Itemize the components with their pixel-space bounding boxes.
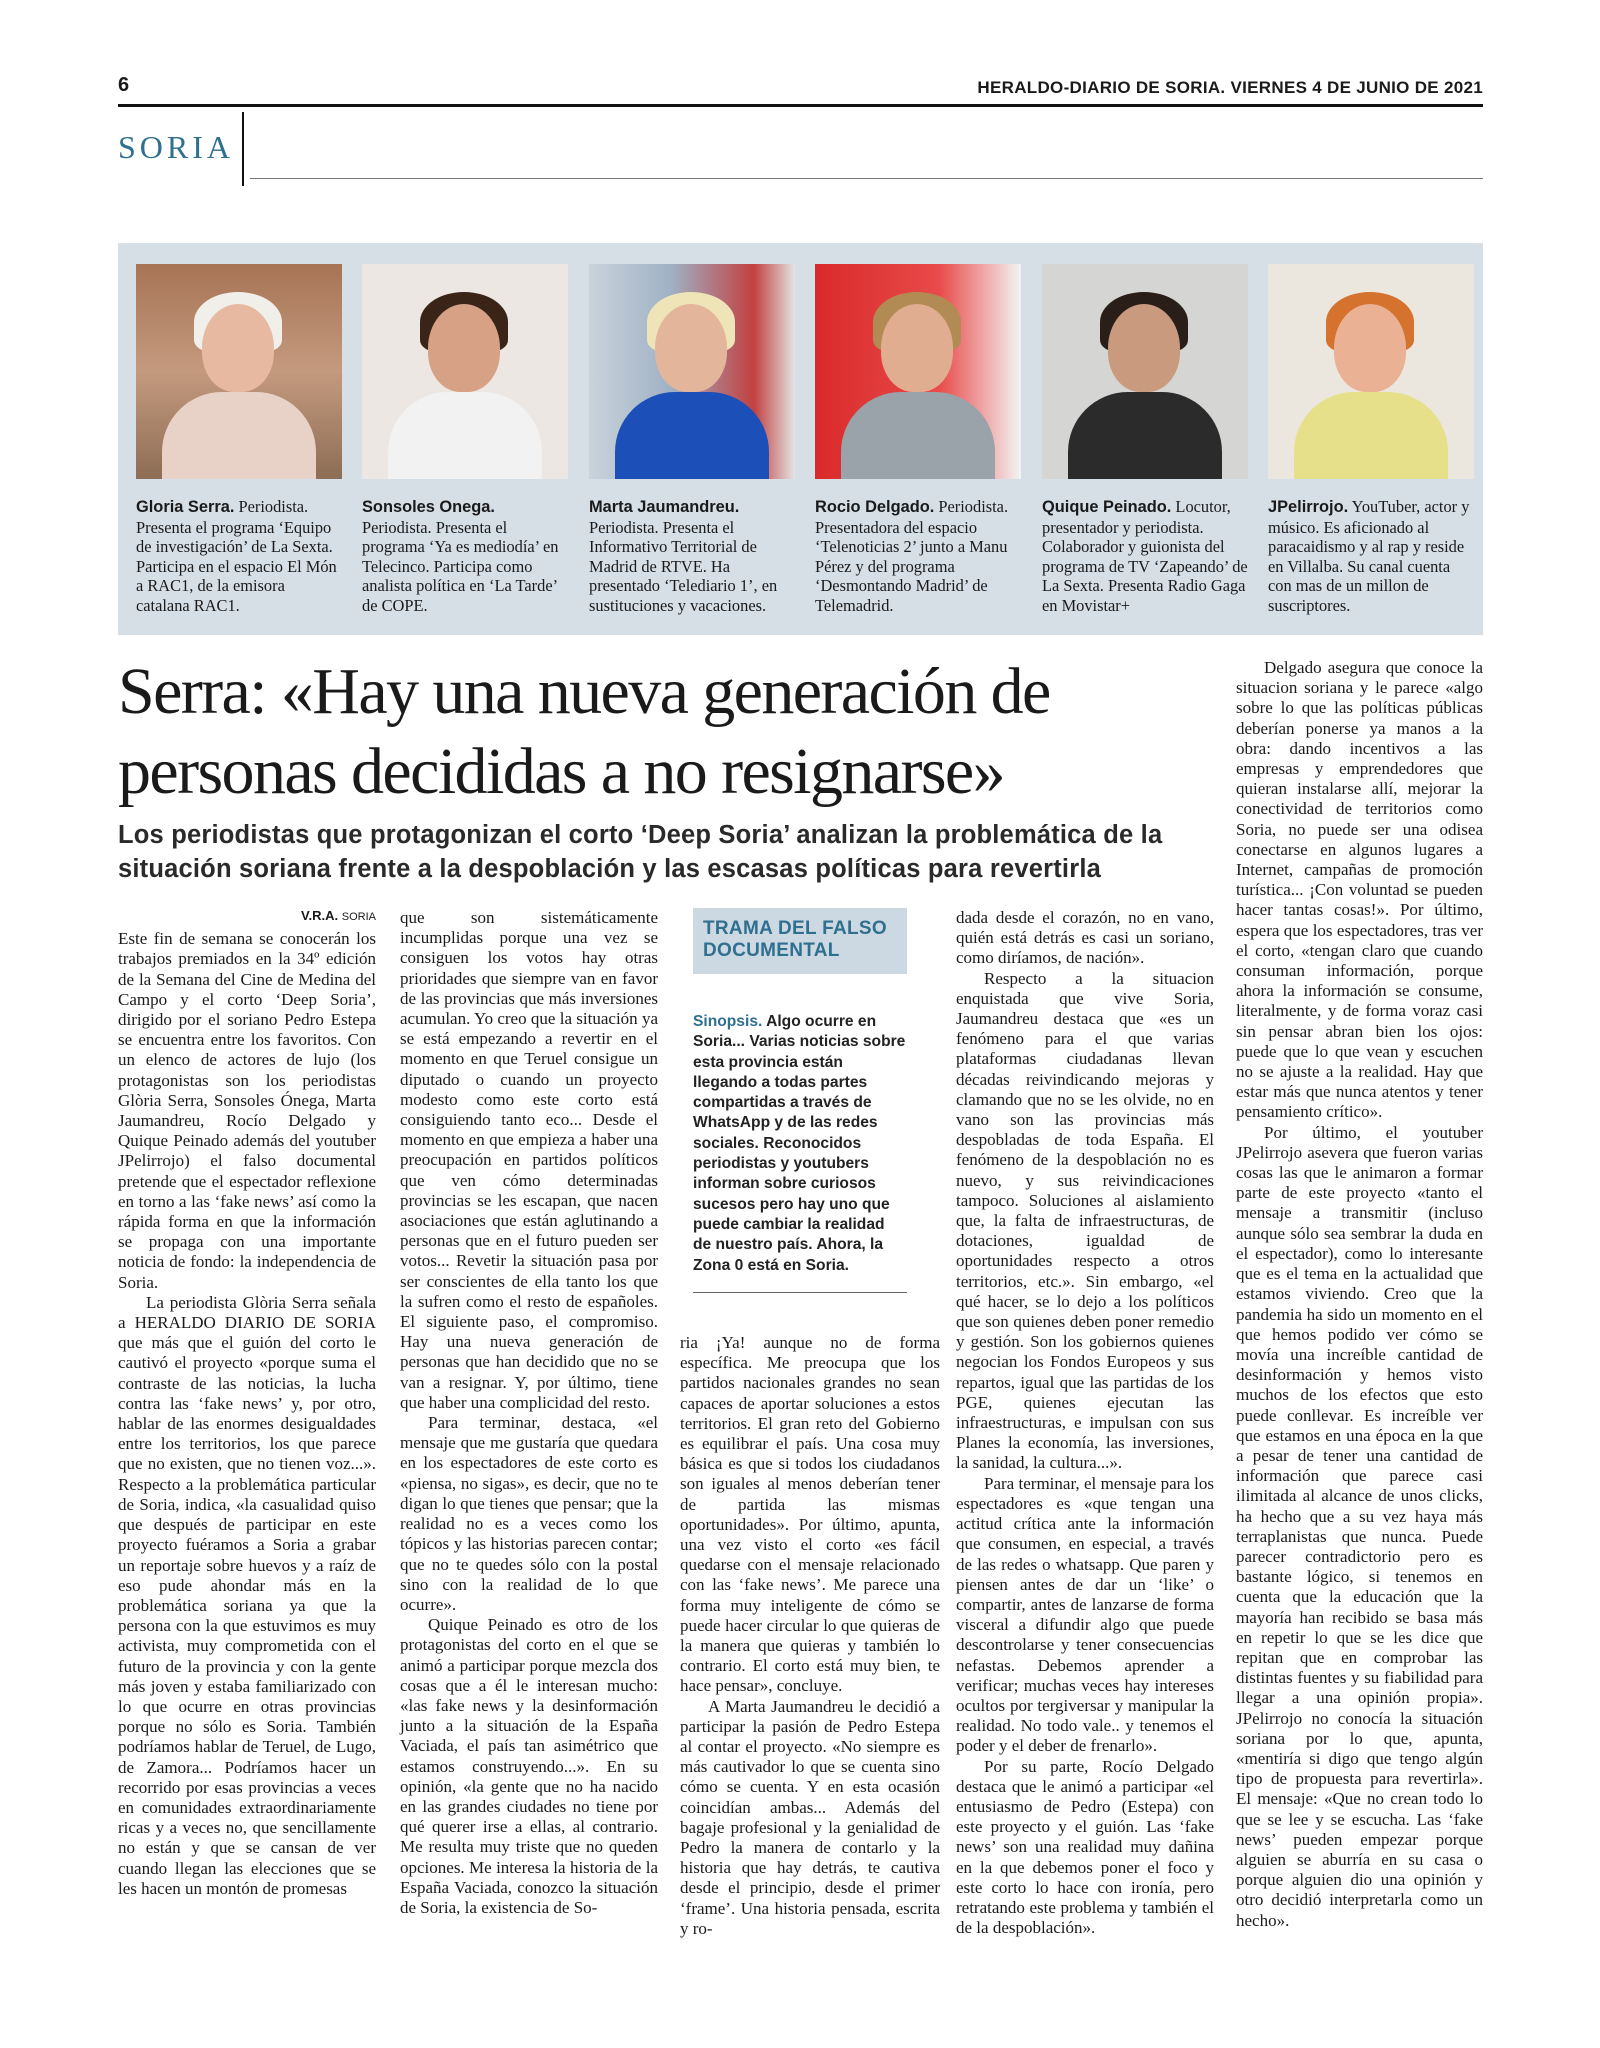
person-name: JPelirrojo.: [1268, 498, 1349, 516]
person-card: [815, 264, 1021, 616]
person-description: YouTuber, actor y músico. Es aficionado al paracaidismo y al rap y reside en Villalba. Su canal cuenta con mas de un millon de suscriptores.: [1268, 497, 1470, 615]
person-description: Periodista. Presentadora del espacio ‘Telenoticias 2’ junto a Manu Pérez y del programa ‘Desmontando Madrid’ de Telemadrid.: [815, 497, 1009, 615]
person-card: [589, 264, 795, 616]
paragraph: Este fin de semana se conocerán los trabajos premiados en la 34º edición de la Semana del Cine de Medina del Campo y el corto ‘Deep Soria’, dirigido por el soriano Pedro Estepa se encuentra entre los favoritos. Con un elenco de actores de lujo (los protagonistas son los periodistas Glòria Serra, Sonsoles Ónega, Marta Jaumandreu, Rocío Delgado y Quique Peinado además del youtuber JPelirrojo) el falso documental pretende que el espectador reflexione en torno a las ‘fake news’ así como la rápida forma en que la información se propaga con una importante noticia de fondo: la independencia de Soria.: [118, 929, 376, 1292]
section-rule: [250, 178, 1483, 179]
article-column-2: [400, 908, 658, 1918]
sidebar-box: [693, 908, 907, 1293]
photo-quique-peinado: [1042, 264, 1248, 479]
person-description: Periodista. Presenta el programa ‘Ya es mediodía’ en Telecinco. Participa como analista política en ‘La Tarde’ de COPE.: [362, 517, 559, 615]
paragraph: A Marta Jaumandreu le decidió a participar la pasión de Pedro Estepa al contar el proyecto. «No siempre es más cautivador lo que se cuenta sino cómo se cuenta. Y en esta ocasión coincidían ambas... Además del bagaje profesional y la genialidad de Pedro la manera de contarlo y la historia que hay detrás, te cautiva desde el principio, desde el primer ‘frame’. Una historia pensada, escrita y ro-: [680, 1696, 940, 1938]
paragraph: La periodista Glòria Serra señala a HERALDO DIARIO DE SORIA que más que el guión del corto le cautivó el proyecto «porque suma el contraste de las noticias, la lucha contra las ‘fake news’ y, por otro, hablar de las enormes desigualdades entre los territorios, los que parece que no existen, que no tienen voz...». Respecto a la problemática particular de Soria, indica, «la casualidad quiso que después de participar en este proyecto fuéramos a Soria a grabar un reportaje sobre huevos y a raíz de eso pude ahondar más en la problemática soriana ya que la persona con la que estuvimos es muy activista, muy comprometida con el futuro de la provincia y con la gente más joven y estaba familiarizado con lo que ocurre en otras provincias porque no sólo es Soria. También podríamos hablar de Teruel, de Lugo, de Zamora... Podríamos hacer un recorrido por esas provincias a veces en comunidades extraordinariamente ricas y a veces no, que sencillamente no están y que se cansan de ver cuando llegan las elecciones que se les hacen un montón de promesas: [118, 1292, 376, 1898]
paragraph: Para terminar, el mensaje para los espectadores es «que tengan una actitud crítica ante la información que consumen, en especial, a través de las redes o whatsapp. Que paren y piensen antes de dar un ‘like’ o compartir, antes de lanzarse de forma visceral a difundir algo que puede descontrolarse y tener consecuencias nefastas. Debemos aprender a verificar; muchas veces hay intereses ocultos por tergiversar y manipular la realidad. No todo vale.. y tenemos el poder y el deber de frenarlo».: [956, 1473, 1214, 1756]
sidebar-title: TRAMA DEL FALSO DOCUMENTAL: [693, 908, 907, 974]
header-rule: [118, 104, 1483, 107]
person-description: Periodista. Presenta el Informativo Territorial de Madrid de RTVE. Ha presentado ‘Telediario 1’, en sustituciones y vacaciones.: [589, 517, 778, 615]
subheadline: Los periodistas que protagonizan el corto ‘Deep Soria’ analizan la problemática de la situación soriana frente a la despoblación y las escasas políticas para revertirla: [118, 821, 1163, 883]
paragraph: Delgado asegura que conoce la situacion soriana y le parece «algo sobre lo que las políticas públicas deberían ponerse ya manos a la obra: dando incentivos a las empresas y emprendedores que quieran instalarse allí, mejorar la conectividad de territorios como Soria, no puede ser una odisea conectarse en algunos lugares a Internet, campañas de promoción turística... ¡Con voluntad se pueden hacer tantas cosas!». Por último, espera que los espectadores, tras ver el corto, «tengan claro que cuando consuman información, porque ahora la información se consume, literalmente, y de forma voraz casi sin pensar abran bien los ojos: puede que lo que vean y escuchen no se ajuste a la realidad. Hay que estar más que nunca atentos y tener pensamiento crítico».: [1236, 658, 1483, 1122]
paragraph: Respecto a la situacion enquistada que vive Soria, Jaumandreu destaca que «es un fenómeno para el que varias plataformas ciudadanas llevan décadas reivindicando mejoras y clamando que no se les olvide, no en vano son las provincias más despobladas de toda España. El fenómeno de la despoblación no es nuevo, y sus reivindicaciones tampoco. Soluciones al aislamiento que, la falta de infraestructuras, de dotaciones, igualdad de oportunidades respecto a otros territorios, etc.». Sin embargo, «el qué hacer, se lo dejo a los políticos que son quienes deben poner remedio y gestión. Son los gobiernos quienes negocian los Fondos Europeos y sus repartos, igual que las partidas de los PGE, quienes ejecutan las infraestructuras, e impulsan con sus Planes la economía, las inversiones, la sanidad, la cultura...».: [956, 968, 1214, 1473]
paragraph: ria ¡Ya! aunque no de forma específica. Me preocupa que los partidos nacionales grandes no sean capaces de aportar soluciones a estos territorios. El gran reto del Gobierno es equilibrar el país. Una cosa muy básica es que si todos los ciudadanos son iguales al menos deberían tener de partida las mismas oportunidades». Por último, apunta, una vez visto el corto «es fácil quedarse con el mensaje relacionado con las ‘fake news’. Me parece una forma muy inteligente de cómo se puede hacer circular lo que quieras de la manera que quieras y también lo contrario. El corto está muy bien, te hace pensar», concluye.: [680, 1333, 940, 1696]
section-divider: [242, 112, 244, 186]
page-number: 6: [118, 74, 130, 96]
paragraph: que son sistemáticamente incumplidas porque una vez se consiguen los votos hay otras prioridades que siempre van en favor de las provincias que más inversiones acumulan. Yo creo que la situación ya se está empezando a revertir en el momento en que Teruel consigue un diputado o cuando un proyecto modesto como este corto está consiguiendo tanto eco... Desde el momento en que empieza a haber una preocupación en partidos políticos que ven cómo determinadas provincias se les escapan, que nacen asociaciones que están aglutinando a personas que en el futuro pueden ser votos... Revetir la situación pasa por ser conscientes de ella tanto los que la sufren como el resto de españoles. El siguiente paso, el compromiso. Hay una nueva generación de personas que han decidido que no se van a resignar. Y, por último, tiene que haber una complicidad del resto.: [400, 908, 658, 1412]
paragraph: Para terminar, destaca, «el mensaje que me gustaría que quedara en los espectadores de este corto es «piensa, no sigas», es decir, que no te digan lo que tienes que pensar; que la realidad no es a veces como los tópicos y las historias parecen contar; que no te quedes sólo con la postal sino con la realidad de lo que ocurre».: [400, 1413, 658, 1614]
sidebar-body: Algo ocurre en Soria... Varias noticias sobre esta provincia están llegando a todas partes compartidas a través de WhatsApp y de las redes sociales. Reconocidos periodistas y youtubers informan sobre curiosos sucesos pero hay uno que puede cambiar la realidad de nuestro país. Ahora, la Zona 0 está en Soria.: [693, 1013, 906, 1274]
person-name: Marta Jaumandreu.: [589, 498, 740, 516]
photo-marta-jaumandreu: [589, 264, 795, 479]
photo-gloria-serra: [136, 264, 342, 479]
person-description: Periodista. Presenta el programa ‘Equipo de investigación’ de La Sexta. Participa en el espacio El Món a RAC1, de la emisora catalana RAC1.: [136, 497, 337, 615]
paragraph: Por último, el youtuber JPelirrojo asevera que fueron varias cosas las que le animaron a formar parte de este proyecto «tanto el mensaje a transmitir (incluso aunque sólo sea sembrar la duda en el espectador), como lo interesante que es el tema en la actualidad que estamos viviendo. Creo que la pandemia ha sido un momento en el que hemos podido ver cómo se movía una increíble cantidad de desinformación y hemos visto muchos de los efectos que esto puede conllevar. Es increíble ver que estamos en una época en la que a pesar de tener una cantidad de información que parece casi ilimitada al alcance de unos clicks, ha hecho que a su vez haya más terraplanistas que nunca. Puede parecer contradictorio pero es bastante lógico, si tenemos en cuenta que la educación que la mayoría han recibido se basa más en repetir lo que se les dice que repitan que en comprobar las distintas fuentes y su fiabilidad para llegar a una opinión propia». JPelirrojo no conocía la situación soriana por lo que, apunta, «mentiría si digo que tengo algún tipo de propuesta para revertirla». El mensaje: «Que no crean todo lo que se lee y se escucha. Las ‘fake news’ pueden empezar porque alguien se aburría en su casa o porque alguien dio una opinión y otro decidió interpretarla como un hecho».: [1236, 1122, 1483, 1930]
photo-jpelirrojo: [1268, 264, 1474, 479]
sidebar-lead: Sinopsis.: [693, 1013, 763, 1030]
person-card: [1042, 264, 1248, 616]
people-band: [118, 243, 1483, 635]
photo-sonsoles-onega: [362, 264, 568, 479]
person-name: Sonsoles Onega.: [362, 498, 495, 516]
sidebar-text: [693, 1012, 907, 1276]
byline: [118, 906, 376, 927]
paragraph: Por su parte, Rocío Delgado destaca que le animó a participar «el entusiasmo de Pedro (Estepa) con este proyecto y el guión. Las ‘fake news’ son una realidad muy dañina en la que debemos poner el foco y este corto lo hace con ironía, pero retratando este problema y también el de la despoblación».: [956, 1756, 1214, 1938]
article-column-4: [956, 908, 1214, 1938]
article-column-3: [680, 1333, 940, 1939]
byline-place: SORIA: [341, 911, 376, 923]
photo-rocio-delgado: [815, 264, 1021, 479]
person-name: Rocio Delgado.: [815, 498, 935, 516]
section-label: SORIA: [118, 129, 235, 165]
person-name: Gloria Serra.: [136, 498, 235, 516]
byline-author: V.R.A.: [301, 908, 339, 923]
article-column-1: [118, 906, 376, 1899]
person-description: Locutor, presentador y periodista. Colaborador y guionista del programa de TV ‘Zapeando’ de La Sexta. Presenta Radio Gaga en Movistar+: [1042, 497, 1248, 615]
person-card: [136, 264, 342, 616]
person-card: [362, 264, 568, 616]
sidebar-rule: [693, 1292, 907, 1293]
person-card: [1268, 264, 1474, 616]
headline: Serra: «Hay una nueva generación de personas decididas a no resignarse»: [118, 655, 1050, 808]
paragraph: dada desde el corazón, no en vano, quién está detrás es casi un soriano, como diríamos, de nación».: [956, 908, 1214, 968]
masthead: HERALDO-DIARIO DE SORIA. VIERNES 4 DE JUNIO DE 2021: [977, 78, 1483, 97]
article-column-5: [1236, 658, 1483, 1931]
paragraph: Quique Peinado es otro de los protagonistas del corto en el que se animó a participar porque mezcla dos cosas que a él le interesan mucho: «las fake news y la desinformación junto a la situación de la España Vaciada, el país tan asimétrico que estamos construyendo...». En su opinión, «la gente que no ha nacido en las grandes ciudades no tiene por qué querer irse a ellas, al contrario. Me resulta muy triste que no queden opciones. Me interesa la historia de la España Vaciada, conozco la situación de Soria, la existencia de So-: [400, 1615, 658, 1917]
person-name: Quique Peinado.: [1042, 498, 1172, 516]
